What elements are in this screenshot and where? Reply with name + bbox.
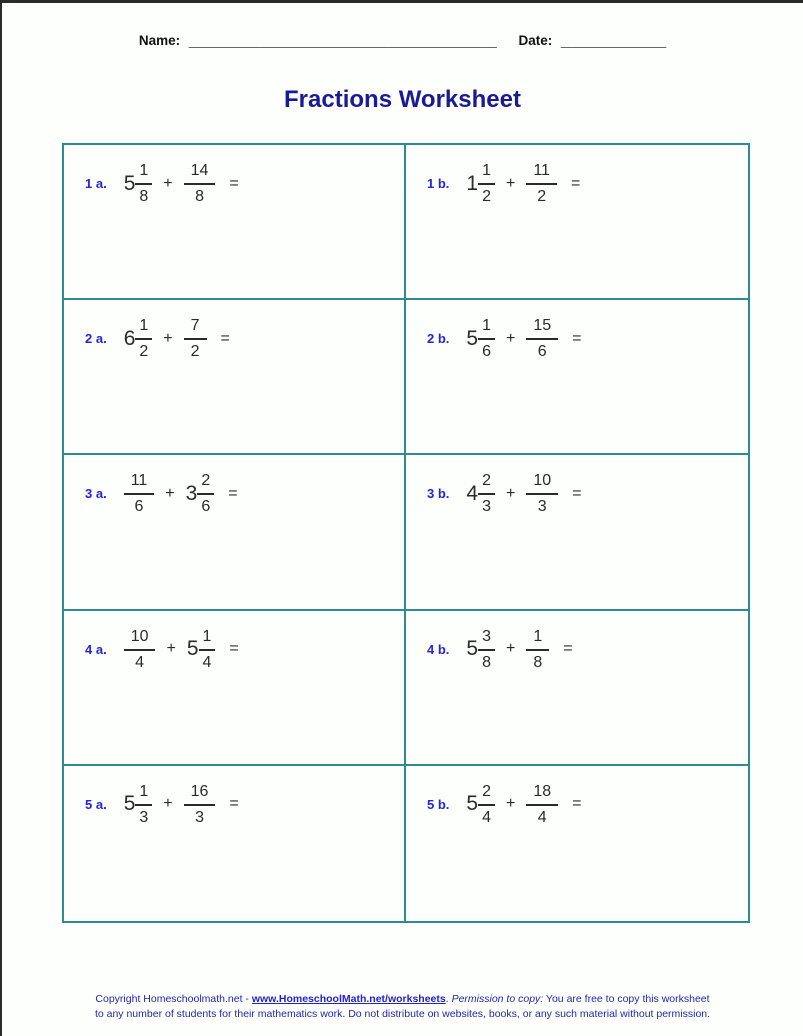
- problem-cell: [406, 300, 748, 455]
- problem-expression: [466, 161, 580, 206]
- fraction: [124, 627, 156, 672]
- fraction-denominator: 3: [537, 498, 547, 516]
- problem-expression: [124, 316, 230, 361]
- whole-number: 1: [466, 171, 479, 195]
- fraction-denominator: 2: [537, 188, 547, 205]
- problem-label: 4 a.: [85, 641, 107, 657]
- fraction-numerator: 1: [135, 782, 152, 806]
- problem-label: 3 b.: [427, 486, 450, 502]
- plus-operator: +: [506, 174, 516, 192]
- fraction-numerator: 2: [478, 782, 495, 806]
- fraction-denominator: 8: [139, 188, 149, 205]
- problem-row: [85, 316, 404, 361]
- whole-number: 5: [466, 637, 479, 661]
- fraction: [478, 161, 495, 206]
- problem-label: 1 b.: [427, 176, 450, 191]
- fraction-numerator: 2: [197, 471, 214, 495]
- equals-sign: =: [229, 640, 239, 658]
- fraction: [184, 161, 216, 206]
- whole-number: 4: [466, 481, 479, 505]
- footer-after-link-text: .: [445, 992, 452, 1005]
- fraction-denominator: 8: [482, 653, 491, 671]
- fraction: [526, 471, 558, 516]
- fraction-denominator: 4: [482, 808, 491, 826]
- equals-sign: =: [572, 795, 582, 813]
- problem-label: 2 b.: [427, 331, 450, 347]
- problem-cell: [64, 455, 406, 610]
- fraction-denominator: 3: [482, 498, 491, 516]
- fraction-denominator: 6: [482, 343, 491, 361]
- fraction-denominator: 8: [533, 653, 543, 671]
- problem-expression: [124, 782, 239, 827]
- fraction-numerator: 1: [526, 627, 549, 651]
- fraction: [526, 782, 558, 827]
- problem-label: 5 a.: [85, 796, 107, 812]
- fraction: [526, 316, 558, 361]
- problem-cell: [406, 766, 748, 921]
- fraction-numerator: 14: [184, 161, 216, 185]
- problem-expression: [124, 627, 239, 672]
- fraction-denominator: 8: [195, 188, 204, 205]
- fraction: [197, 471, 214, 516]
- fraction: [478, 316, 495, 361]
- fraction-denominator: 4: [537, 808, 547, 826]
- fraction-denominator: 6: [134, 498, 144, 516]
- fraction: [124, 471, 155, 516]
- fraction: [135, 782, 152, 827]
- fraction: [199, 627, 216, 672]
- plus-operator: +: [506, 484, 516, 502]
- problem-expression: [466, 316, 581, 361]
- fraction-denominator: 6: [201, 498, 211, 516]
- problem-cell: [64, 611, 406, 766]
- problem-expression: [124, 161, 239, 206]
- whole-number: 5: [123, 792, 136, 816]
- problem-row: [427, 782, 748, 827]
- problem-cell: [406, 145, 748, 300]
- fraction-denominator: 3: [195, 808, 204, 826]
- fraction-numerator: 16: [184, 782, 216, 806]
- name-blank-line: _________________________________________: [188, 33, 497, 48]
- fraction-numerator: 11: [124, 471, 155, 495]
- equals-sign: =: [229, 174, 239, 192]
- fraction: [184, 782, 216, 827]
- problem-row: [85, 782, 404, 827]
- fraction: [478, 782, 495, 827]
- problem-cell: [64, 145, 406, 300]
- footer: [93, 992, 713, 1022]
- plus-operator: +: [506, 795, 516, 813]
- whole-number: 3: [185, 481, 198, 505]
- fraction-numerator: 18: [526, 782, 558, 806]
- problem-row: [85, 161, 404, 206]
- equals-sign: =: [228, 484, 238, 502]
- fraction: [135, 161, 152, 206]
- problem-row: [427, 471, 748, 516]
- problem-label: 3 a.: [85, 486, 107, 502]
- plus-operator: +: [165, 484, 175, 502]
- plus-operator: +: [163, 795, 173, 813]
- whole-number: 5: [186, 637, 199, 661]
- fraction-numerator: 15: [526, 316, 558, 340]
- plus-operator: +: [506, 329, 516, 347]
- whole-number: 5: [123, 171, 136, 195]
- fraction-denominator: 2: [139, 343, 149, 361]
- fraction-numerator: 10: [124, 627, 156, 651]
- problem-expression: [466, 782, 581, 827]
- problem-label: 1 a.: [85, 176, 107, 191]
- problem-expression: [124, 471, 238, 516]
- fraction: [526, 627, 549, 672]
- plus-operator: +: [166, 640, 176, 658]
- fraction-numerator: 7: [184, 316, 207, 340]
- footer-copyright-text: Copyright Homeschoolmath.net -: [95, 992, 252, 1005]
- fraction: [478, 627, 495, 672]
- fraction-numerator: 1: [478, 161, 495, 185]
- problem-row: [427, 316, 748, 361]
- plus-operator: +: [163, 329, 173, 347]
- problem-cell: [64, 300, 406, 455]
- fraction-denominator: 4: [202, 653, 212, 671]
- fraction: [184, 316, 207, 361]
- problem-expression: [466, 471, 581, 516]
- fraction-numerator: 1: [478, 316, 495, 340]
- name-label: Name:: [138, 33, 181, 48]
- equals-sign: =: [563, 640, 573, 658]
- date-blank-line: ______________: [561, 33, 667, 48]
- problems-grid: [62, 143, 750, 923]
- problem-label: 4 b.: [427, 641, 450, 657]
- problem-row: [85, 471, 404, 516]
- plus-operator: +: [163, 174, 173, 192]
- equals-sign: =: [220, 329, 230, 347]
- footer-worksheets-link[interactable]: www.HomeschoolMath.net/worksheets: [251, 992, 446, 1005]
- equals-sign: =: [570, 174, 581, 192]
- fraction-denominator: 2: [190, 343, 200, 361]
- fraction-numerator: 1: [199, 627, 216, 651]
- problem-cell: [406, 455, 748, 610]
- header: [2, 33, 803, 48]
- fraction: [135, 316, 152, 361]
- footer-permission-label: Permission to copy:: [451, 992, 544, 1005]
- equals-sign: =: [572, 329, 582, 347]
- fraction-numerator: 2: [478, 471, 495, 495]
- fraction-denominator: 3: [139, 808, 149, 826]
- equals-sign: =: [229, 795, 239, 813]
- footer-permission-text: You are free to copy this worksheet to any number of students for their mathematics work. Do not distribute on websites, books, or any such material without permission.: [94, 992, 711, 1020]
- fraction: [526, 161, 557, 206]
- whole-number: 6: [123, 326, 136, 350]
- problem-row: [427, 161, 748, 206]
- problem-label: 2 a.: [85, 331, 107, 347]
- problem-cell: [64, 766, 406, 921]
- problem-row: [427, 627, 748, 672]
- problem-cell: [406, 611, 748, 766]
- fraction-numerator: 10: [526, 471, 558, 495]
- fraction-denominator: 4: [135, 653, 145, 671]
- fraction-numerator: 11: [526, 161, 557, 185]
- problem-label: 5 b.: [427, 796, 450, 812]
- problem-expression: [466, 627, 572, 672]
- fraction-numerator: 1: [135, 316, 152, 340]
- fraction: [478, 471, 495, 516]
- plus-operator: +: [506, 640, 516, 658]
- date-label: Date:: [518, 33, 553, 48]
- fraction-numerator: 3: [478, 627, 495, 651]
- equals-sign: =: [572, 484, 582, 502]
- fraction-denominator: 6: [537, 343, 547, 361]
- fraction-denominator: 2: [482, 188, 491, 205]
- page-title: Fractions Worksheet: [284, 86, 521, 113]
- problem-row: [85, 627, 404, 672]
- whole-number: 5: [466, 792, 479, 816]
- whole-number: 5: [466, 326, 479, 350]
- fraction-numerator: 1: [135, 161, 152, 185]
